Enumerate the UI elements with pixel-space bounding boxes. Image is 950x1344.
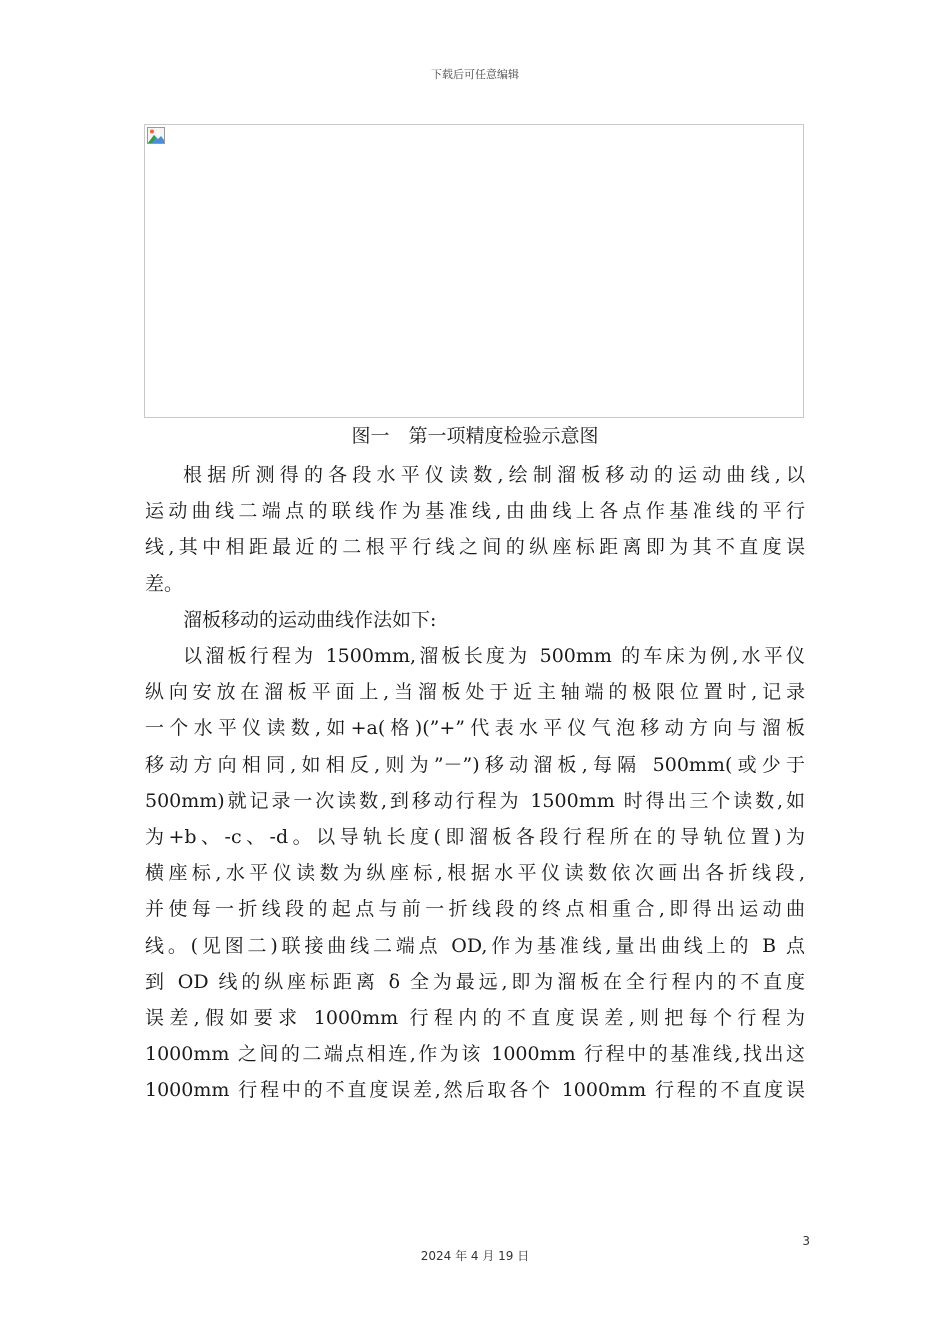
text-line: 差。 xyxy=(145,572,184,595)
text-line: 1000mm 行程中的不直度误差,然后取各个 1000mm 行程的不直度误 xyxy=(145,1079,805,1102)
page-footer-date: 2024 年 4 月 19 日 xyxy=(420,1249,530,1263)
body-text xyxy=(145,457,805,1109)
paragraph-3 xyxy=(145,638,805,674)
paragraph-2 xyxy=(145,602,805,638)
text-line: 运动曲线二端点的联线作为基准线,由曲线上各点作基准线的平行 xyxy=(145,500,805,523)
text-line: 以溜板行程为 1500mm,溜板长度为 500mm 的车床为例,水平仪 xyxy=(183,645,805,668)
text-line: 纵向安放在溜板平面上,当溜板处于近主轴端的极限位置时,记录 xyxy=(145,681,805,704)
text-line: 到 OD 线的纵座标距离 δ 全为最远,即为溜板在全行程内的不直度 xyxy=(145,970,805,993)
paragraph-3-cont xyxy=(145,674,805,1108)
paragraph-1-cont xyxy=(145,493,805,602)
text-line: 横座标,水平仪读数为纵座标,根据水平仪读数依次画出各折线段, xyxy=(145,862,805,885)
text-line: 500mm)就记录一次读数,到移动行程为 1500mm 时得出三个读数,如 xyxy=(145,789,805,812)
text-line: 线,其中相距最近的二根平行线之间的纵座标距离即为其不直度误 xyxy=(145,536,805,559)
paragraph-1 xyxy=(145,457,805,493)
figure-caption: 图一 第一项精度检验示意图 xyxy=(351,425,599,447)
text-line: 溜板移动的运动曲线作法如下: xyxy=(183,608,437,631)
text-line: 1000mm 之间的二端点相连,作为该 1000mm 行程中的基准线,找出这 xyxy=(145,1043,805,1066)
text-line: 移动方向相同,如相反,则为”－”)移动溜板,每隔 500mm(或少于 xyxy=(145,753,805,776)
text-line: 并使每一折线段的起点与前一折线段的终点相重合,即得出运动曲 xyxy=(145,898,805,921)
page-header: 下载后可任意编辑 xyxy=(431,68,519,81)
page-number: 3 xyxy=(802,1234,810,1248)
text-line: 根据所测得的各段水平仪读数,绘制溜板移动的运动曲线,以 xyxy=(183,464,805,486)
figure-image-placeholder xyxy=(144,124,804,418)
text-line: 误差,假如要求 1000mm 行程内的不直度误差,则把每个行程为 xyxy=(145,1007,805,1030)
text-line: 线。(见图二)联接曲线二端点 OD,作为基准线,量出曲线上的 B 点 xyxy=(145,934,805,957)
text-line: 为+b、-c、-d。以导轨长度(即溜板各段行程所在的导轨位置)为 xyxy=(145,826,805,849)
broken-image-icon xyxy=(147,127,165,144)
text-line: 一个水平仪读数,如+a(格)(”+”代表水平仪气泡移动方向与溜板 xyxy=(145,717,805,740)
